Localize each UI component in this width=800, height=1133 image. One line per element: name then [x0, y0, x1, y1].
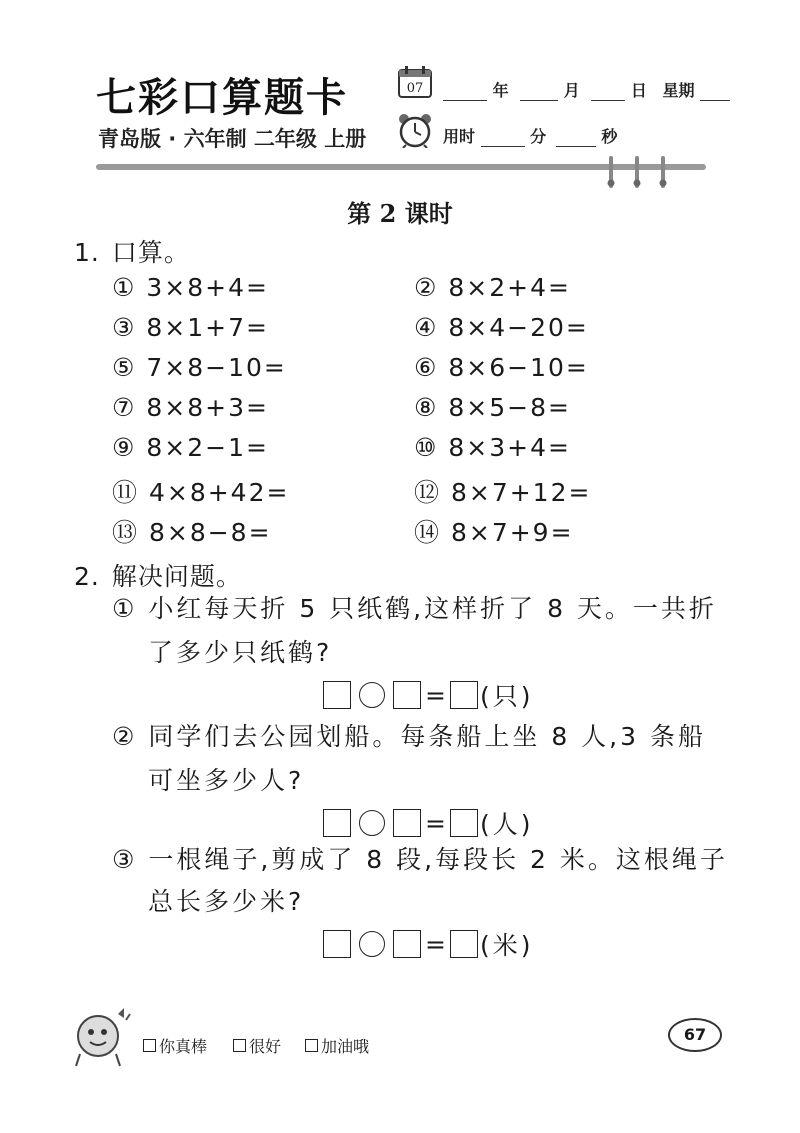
drill-item: ④ 8×4−20=	[414, 313, 589, 342]
problem-3-line2: 总长多少米?	[148, 887, 305, 916]
problem-3-unit: (米)	[479, 931, 534, 960]
drill-item: ⑫ 8×7+12=	[414, 478, 592, 507]
drill-item: ⑩ 8×3+4=	[414, 433, 571, 462]
minutes-label: 分	[530, 127, 547, 146]
month-label: 月	[563, 81, 580, 100]
calendar-icon	[398, 66, 432, 98]
problem-3-equation	[323, 926, 533, 962]
section1-heading	[74, 233, 190, 269]
brand-title: 七彩口算题卡	[96, 74, 348, 121]
lesson-title: 第 2 课时	[347, 199, 453, 228]
answer-box[interactable]	[323, 809, 351, 837]
drill-item: ③ 8×1+7=	[112, 313, 269, 342]
mascot-icon	[72, 1004, 132, 1068]
day-blank[interactable]	[591, 82, 625, 101]
header-divider	[96, 164, 706, 170]
operator-circle[interactable]	[359, 810, 385, 836]
problem-2-unit: (人)	[479, 810, 534, 839]
problem-2-equation	[323, 805, 533, 841]
equals-sign: =	[425, 680, 446, 710]
problem-1-index: ①	[112, 594, 138, 623]
problem-2-line2: 可坐多少人?	[148, 766, 305, 795]
equals-sign: =	[425, 808, 446, 838]
pin-icon	[606, 156, 616, 188]
checkbox[interactable]	[233, 1039, 246, 1052]
section1-title: 口算。	[111, 238, 190, 267]
answer-box[interactable]	[450, 809, 478, 837]
day-label: 日	[630, 81, 647, 100]
drill-item: ⑪ 4×8+42=	[112, 478, 290, 507]
checkbox[interactable]	[143, 1039, 156, 1052]
answer-box[interactable]	[450, 930, 478, 958]
drill-item: ⑥ 8×6−10=	[414, 353, 589, 382]
rating-very-good[interactable]: 你真棒	[143, 1034, 207, 1057]
drill-item: ⑨ 8×2−1=	[112, 433, 269, 462]
pin-icon	[658, 156, 668, 188]
rating-keep-trying[interactable]: 加油哦	[305, 1034, 369, 1057]
answer-box[interactable]	[393, 681, 421, 709]
year-blank[interactable]	[443, 82, 487, 101]
problem-3-index: ③	[112, 845, 138, 874]
equals-sign: =	[425, 929, 446, 959]
time-line	[443, 124, 617, 147]
problem-1-line1: 小红每天折 5 只纸鹤,这样折了 8 天。一共折	[148, 594, 717, 623]
problem-2-text	[112, 714, 706, 760]
answer-box[interactable]	[323, 930, 351, 958]
minutes-blank[interactable]	[481, 128, 525, 147]
problem-1-text	[112, 586, 717, 632]
time-label: 用时	[443, 127, 476, 146]
weekday-label: 星期	[662, 81, 695, 100]
checkbox[interactable]	[305, 1039, 318, 1052]
problem-1-equation	[323, 677, 533, 713]
drill-item: ⑧ 8×5−8=	[414, 393, 571, 422]
drill-item: ⑤ 7×8−10=	[112, 353, 287, 382]
drill-item: ⑭ 8×7+9=	[414, 518, 574, 547]
section1-number: 1.	[74, 238, 100, 267]
drill-item: ② 8×2+4=	[414, 273, 571, 302]
problem-1-line2: 了多少只纸鹤?	[148, 638, 333, 667]
clock-icon	[396, 112, 434, 148]
problem-3-line1: 一根绳子,剪成了 8 段,每段长 2 米。这根绳子	[148, 845, 728, 874]
brand-subtitle: 青岛版 · 六年制 二年级 上册	[98, 127, 367, 151]
date-line	[443, 78, 730, 101]
problem-2-line1: 同学们去公园划船。每条船上坐 8 人,3 条船	[148, 722, 706, 751]
weekday-blank[interactable]	[700, 82, 730, 101]
drill-item: ⑬ 8×8−8=	[112, 518, 272, 547]
problem-1-unit: (只)	[479, 682, 534, 711]
problem-2-index: ②	[112, 722, 138, 751]
section2-number: 2.	[74, 562, 100, 591]
drill-item: ⑦ 8×8+3=	[112, 393, 269, 422]
operator-circle[interactable]	[359, 931, 385, 957]
answer-box[interactable]	[393, 809, 421, 837]
calendar-day: 07	[406, 81, 424, 96]
rating-good[interactable]: 很好	[233, 1034, 281, 1057]
answer-box[interactable]	[450, 681, 478, 709]
year-label: 年	[492, 81, 509, 100]
page-number: 67	[668, 1018, 722, 1052]
pin-icon	[632, 156, 642, 188]
problem-3-text	[112, 837, 728, 883]
answer-box[interactable]	[393, 930, 421, 958]
drill-item: ① 3×8+4=	[112, 273, 269, 302]
month-blank[interactable]	[520, 82, 558, 101]
section2-title: 解决问题。	[111, 562, 242, 591]
seconds-label: 秒	[601, 127, 618, 146]
seconds-blank[interactable]	[556, 128, 596, 147]
operator-circle[interactable]	[359, 682, 385, 708]
answer-box[interactable]	[323, 681, 351, 709]
